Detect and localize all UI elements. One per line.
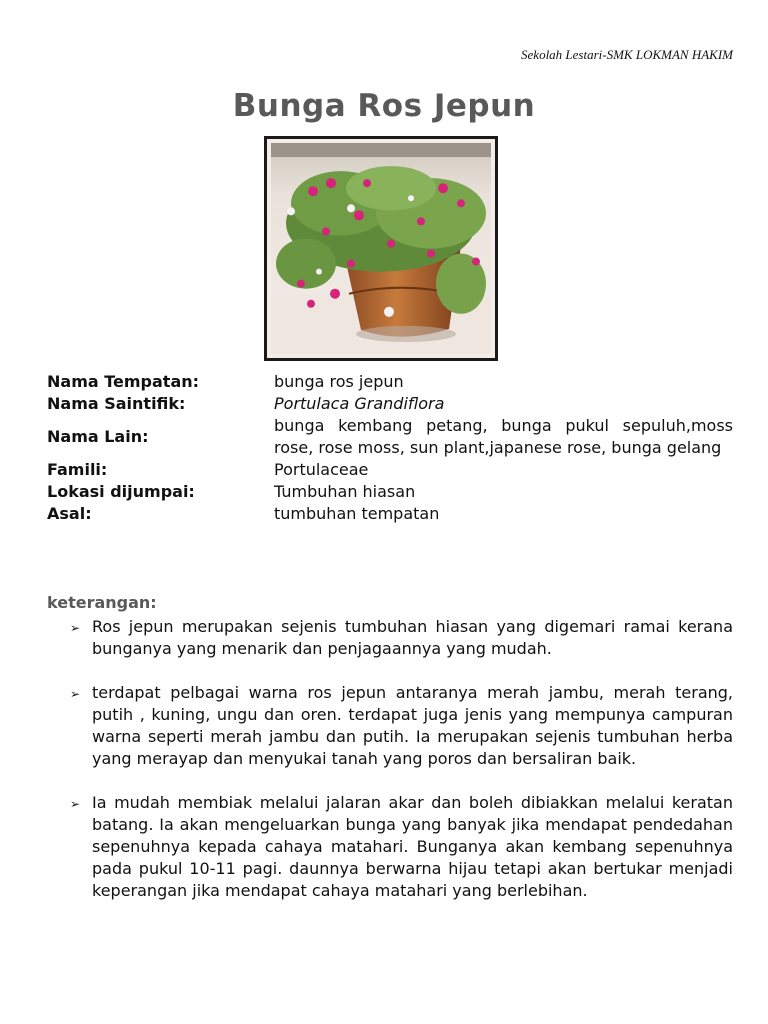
info-row-lokasi [47, 481, 733, 503]
plant-info-table [47, 371, 733, 525]
list-item-text: Ros jepun merupakan sejenis tumbuhan hiasan yang digemari ramai kerana bunganya yang menarik dan penjagaannya yang mudah. [92, 617, 733, 658]
arrow-bullet-icon: ➢ [70, 687, 81, 701]
info-row-nama-tempatan [47, 371, 733, 393]
info-value: bunga ros jepun [274, 372, 404, 391]
info-value: tumbuhan tempatan [274, 504, 440, 523]
school-header-note: Sekolah Lestari-SMK LOKMAN HAKIM [521, 47, 733, 62]
photo-illustration [271, 143, 491, 354]
list-item [70, 616, 733, 660]
info-row-nama-saintifik [47, 393, 733, 415]
info-label: Famili: [47, 460, 108, 479]
info-row-famili [47, 459, 733, 481]
info-label: Nama Tempatan: [47, 372, 200, 391]
info-label: Lokasi dijumpai: [47, 482, 195, 501]
list-item-text: Ia mudah membiak melalui jalaran akar dan boleh dibiakkan melalui keratan batang. Ia akan mengeluarkan bunga yang banyak jika mendapat pendedahan sepenuhnya kepada cahaya matahari. Bunganya akan kembang sepenuhnya pada pukul 10-11 pagi. daunnya berwarna hijau tetapi akan bertukar menjadi keperangan jika mendapat cahaya matahari yang berlebihan. [92, 793, 733, 900]
list-item [70, 792, 733, 902]
info-value: Tumbuhan hiasan [274, 482, 416, 501]
info-label: Nama Lain: [47, 427, 149, 446]
keterangan-heading: keterangan: [47, 593, 157, 612]
info-value: bunga kembang petang, bunga pukul sepuluh,moss rose, rose moss, sun plant,japanese rose, bunga gelang [274, 416, 733, 457]
arrow-bullet-icon: ➢ [70, 797, 81, 811]
page-title: Bunga Ros Jepun [232, 88, 536, 124]
arrow-bullet-icon: ➢ [70, 621, 81, 635]
info-value: Portulaca Grandiflora [274, 394, 445, 413]
info-value: Portulaceae [274, 460, 369, 479]
info-label: Asal: [47, 504, 92, 523]
flower-pot-photo [264, 136, 498, 361]
info-row-asal [47, 503, 733, 525]
keterangan-list [70, 616, 733, 924]
list-item [70, 682, 733, 770]
info-label: Nama Saintifik: [47, 394, 186, 413]
list-item-text: terdapat pelbagai warna ros jepun antaranya merah jambu, merah terang, putih , kuning, ungu dan oren. terdapat juga jenis yang mempunya campuran warna seperti merah jambu dan putih. Ia merupakan sejenis tumbuhan herba yang merayap dan menyukai tanah yang poros dan bersaliran baik. [92, 683, 733, 768]
info-row-nama-lain [47, 415, 733, 459]
